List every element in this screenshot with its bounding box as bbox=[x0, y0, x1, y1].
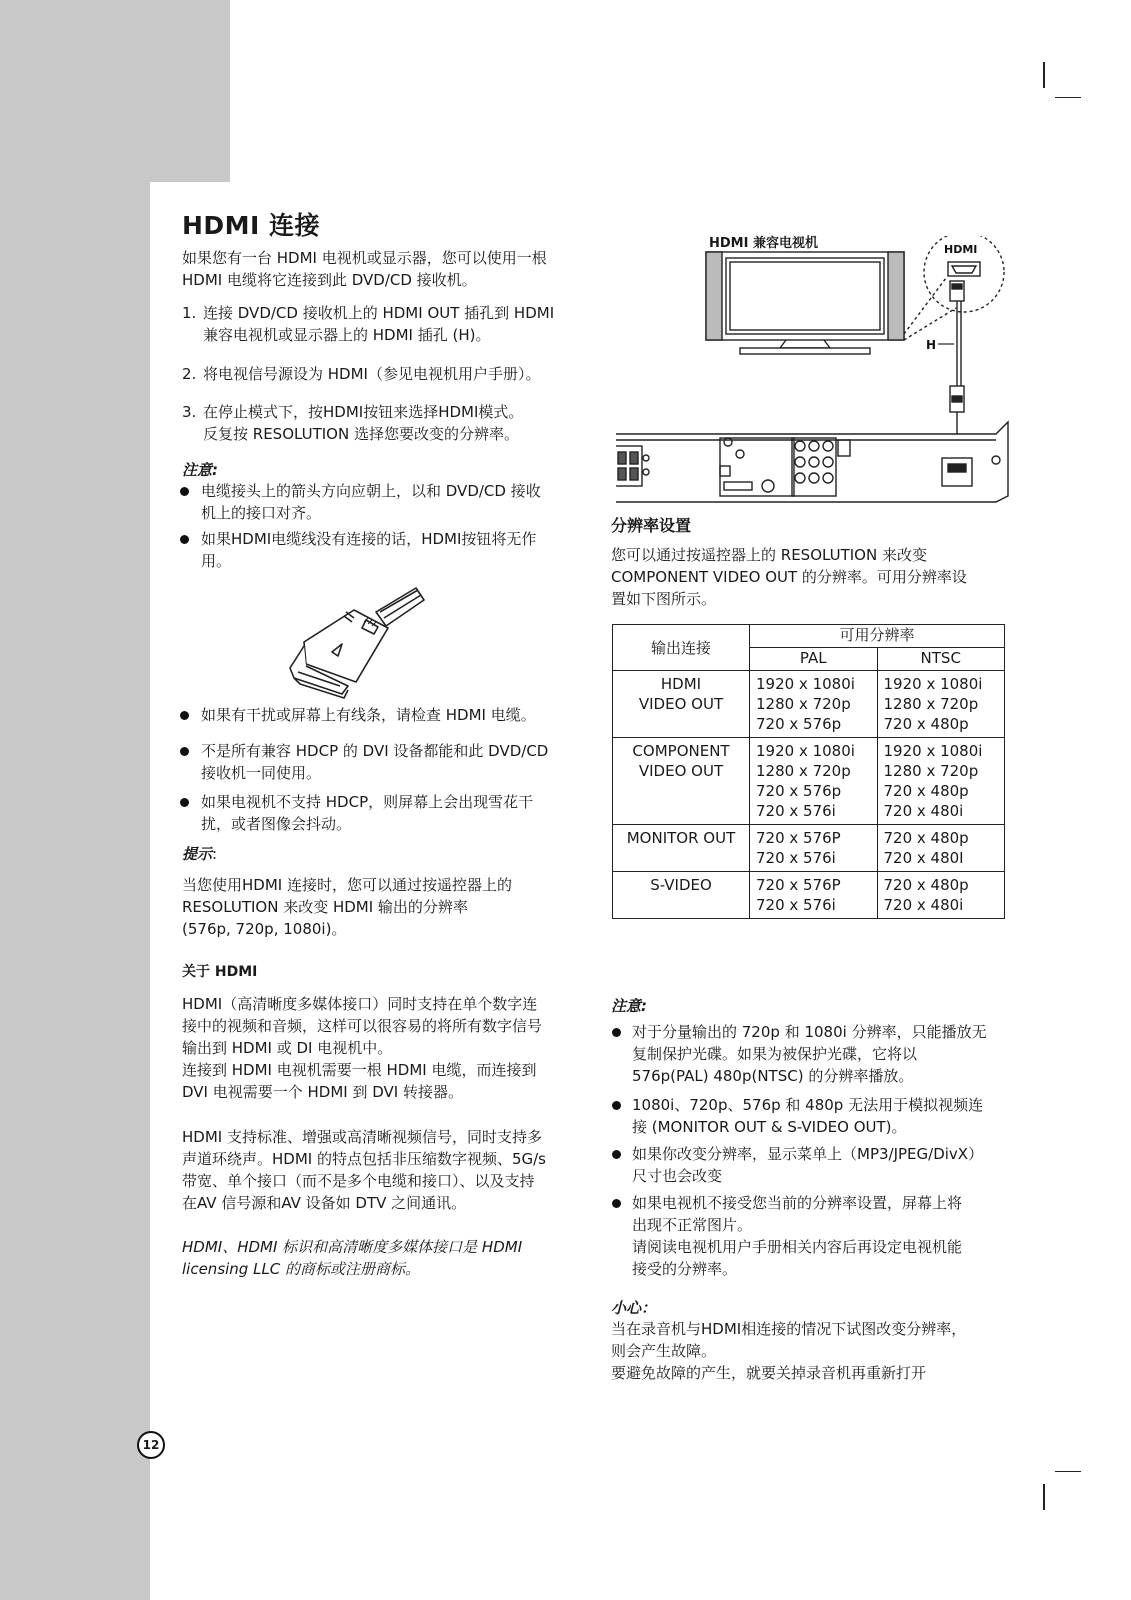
note-item: 如果你改变分辨率，显示菜单上（MP3/JPEG/DivX） 尺寸也会改变 bbox=[632, 1145, 984, 1185]
page-title: HDMI 连接 bbox=[182, 211, 321, 240]
table-row: S-VIDEO 720 x 576P 720 x 576i 720 x 480p 720 x 480i bbox=[613, 872, 1005, 919]
bullet-icon bbox=[612, 1101, 621, 1110]
about-paragraph-1: HDMI（高清晰度多媒体接口）同时支持在单个数字连 接中的视频和音频，这样可以很容易的将所有数字信号 输出到 HDMI 或 DI 电视机中。 连接到 HDMI 电视机需要一根 HDMI 电缆，而连接到 DVI 电视需要一个 HDMI 到 DVI 转接器。 bbox=[182, 995, 543, 1101]
about-paragraph-2: HDMI 支持标准、增强或高清晰视频信号，同时支持多 声道环绕声。HDMI 的特点包括非压缩数字视频、5G/s 带宽、单个接口（而不是多个电缆和接口）、以及支持 在AV 信号源和AV 设备如 DTV 之间通讯。 bbox=[182, 1128, 547, 1212]
trademark-notice: HDMI、HDMI 标识和高清晰度多媒体接口是 HDMI licensing LLC 的商标或注册商标。 bbox=[182, 1238, 523, 1278]
note-label: 注意: bbox=[182, 461, 218, 479]
step-3: 3. 在停止模式下，按HDMI按钮来选择HDMI模式。 反复按 RESOLUTION 选择您要改变的分辨率。 bbox=[182, 403, 524, 443]
callout-hdmi-label: HDMI bbox=[944, 243, 978, 256]
table-row: HDMI VIDEO OUT 1920 x 1080i 1280 x 720p 720 x 576p 1920 x 1080i 1280 x 720p 720 x 480p bbox=[613, 671, 1005, 738]
hdmi-plug-illustration bbox=[284, 582, 434, 712]
bullet-icon bbox=[612, 1150, 621, 1159]
header-pal: PAL bbox=[750, 648, 878, 671]
bullet-icon bbox=[612, 1028, 621, 1037]
bullet-icon bbox=[180, 711, 189, 720]
note-item: 如果HDMI电缆线没有连接的话，HDMI按钮将无作 用。 bbox=[201, 530, 537, 570]
page-number: 12 bbox=[137, 1431, 165, 1459]
header-ntsc: NTSC bbox=[877, 648, 1005, 671]
crop-mark bbox=[1043, 1484, 1045, 1510]
header-output: 输出连接 bbox=[613, 625, 750, 671]
resolution-table bbox=[612, 624, 1005, 919]
tip-paragraph: 当您使用HDMI 连接时，您可以通过按遥控器上的 RESOLUTION 来改变 HDMI 输出的分辨率 (576p, 720p, 1080i)。 bbox=[182, 876, 512, 938]
hdmi-connection-diagram bbox=[616, 236, 1036, 526]
bullet-icon bbox=[180, 798, 189, 807]
step-1: 1. 连接 DVD/CD 接收机上的 HDMI OUT 插孔到 HDMI 兼容电视机或显示器上的 HDMI 插孔 (H)。 bbox=[182, 304, 555, 344]
table-row: MONITOR OUT 720 x 576P 720 x 576i 720 x 480p 720 x 480I bbox=[613, 825, 1005, 872]
note-item: 如果电视机不支持 HDCP，则屏幕上会出现雪花干 扰，或者图像会抖动。 bbox=[201, 793, 534, 833]
note-label-2: 注意: bbox=[611, 997, 647, 1015]
tip-label: 提示: bbox=[182, 845, 218, 863]
bullet-icon bbox=[612, 1199, 621, 1208]
note-item: 不是所有兼容 HDCP 的 DVI 设备都能和此 DVD/CD 接收机一同使用。 bbox=[201, 742, 549, 782]
bullet-icon bbox=[180, 487, 189, 496]
jack-h-label: H bbox=[926, 338, 937, 352]
crop-mark bbox=[1055, 97, 1081, 98]
caution-paragraph: 当在录音机与HDMI相连接的情况下试图改变分辨率， 则会产生故障。 要避免故障的产生，就要关掉录音机再重新打开 bbox=[611, 1320, 967, 1382]
resolution-heading: 分辨率设置 bbox=[611, 516, 692, 535]
note-item: 如果有干扰或屏幕上有线条，请检查 HDMI 电缆。 bbox=[201, 706, 536, 724]
resolution-intro: 您可以通过按遥控器上的 RESOLUTION 来改变 COMPONENT VIDEO OUT 的分辨率。可用分辨率设 置如下图所示。 bbox=[611, 546, 967, 608]
bullet-icon bbox=[180, 747, 189, 756]
step-2: 2. 将电视信号源设为 HDMI（参见电视机用户手册）。 bbox=[182, 365, 541, 383]
tv-label: HDMI 兼容电视机 bbox=[709, 236, 818, 251]
gray-margin-left bbox=[0, 0, 150, 1600]
table-row: COMPONENT VIDEO OUT 1920 x 1080i 1280 x 720p 720 x 576p 720 x 576i 1920 x 1080i 1280 x 720p 720 x 480p 720 x 480i bbox=[613, 738, 1005, 825]
about-hdmi-heading: 关于 HDMI bbox=[182, 964, 258, 980]
note-item: 对于分量输出的 720p 和 1080i 分辨率，只能播放无 复制保护光碟。如果为被保护光碟，它将以 576p(PAL) 480p(NTSC) 的分辨率播放。 bbox=[632, 1023, 987, 1085]
crop-mark bbox=[1043, 62, 1045, 88]
header-available: 可用分辨率 bbox=[750, 625, 1005, 648]
note-item: 电缆接头上的箭头方向应朝上，以和 DVD/CD 接收 机上的接口对齐。 bbox=[201, 482, 541, 522]
note-item: 如果电视机不接受您当前的分辨率设置，屏幕上将 出现不正常图片。 请阅读电视机用户手册相关内容后再设定电视机能 接受的分辨率。 bbox=[632, 1194, 963, 1278]
note-item: 1080i、720p、576p 和 480p 无法用于模拟视频连 接 (MONITOR OUT & S-VIDEO OUT)。 bbox=[632, 1096, 984, 1136]
crop-mark bbox=[1055, 1471, 1081, 1472]
caution-label: 小心： bbox=[611, 1299, 657, 1317]
intro-paragraph: 如果您有一台 HDMI 电视机或显示器，您可以使用一根 HDMI 电缆将它连接到此 DVD/CD 接收机。 bbox=[182, 249, 547, 289]
bullet-icon bbox=[180, 535, 189, 544]
